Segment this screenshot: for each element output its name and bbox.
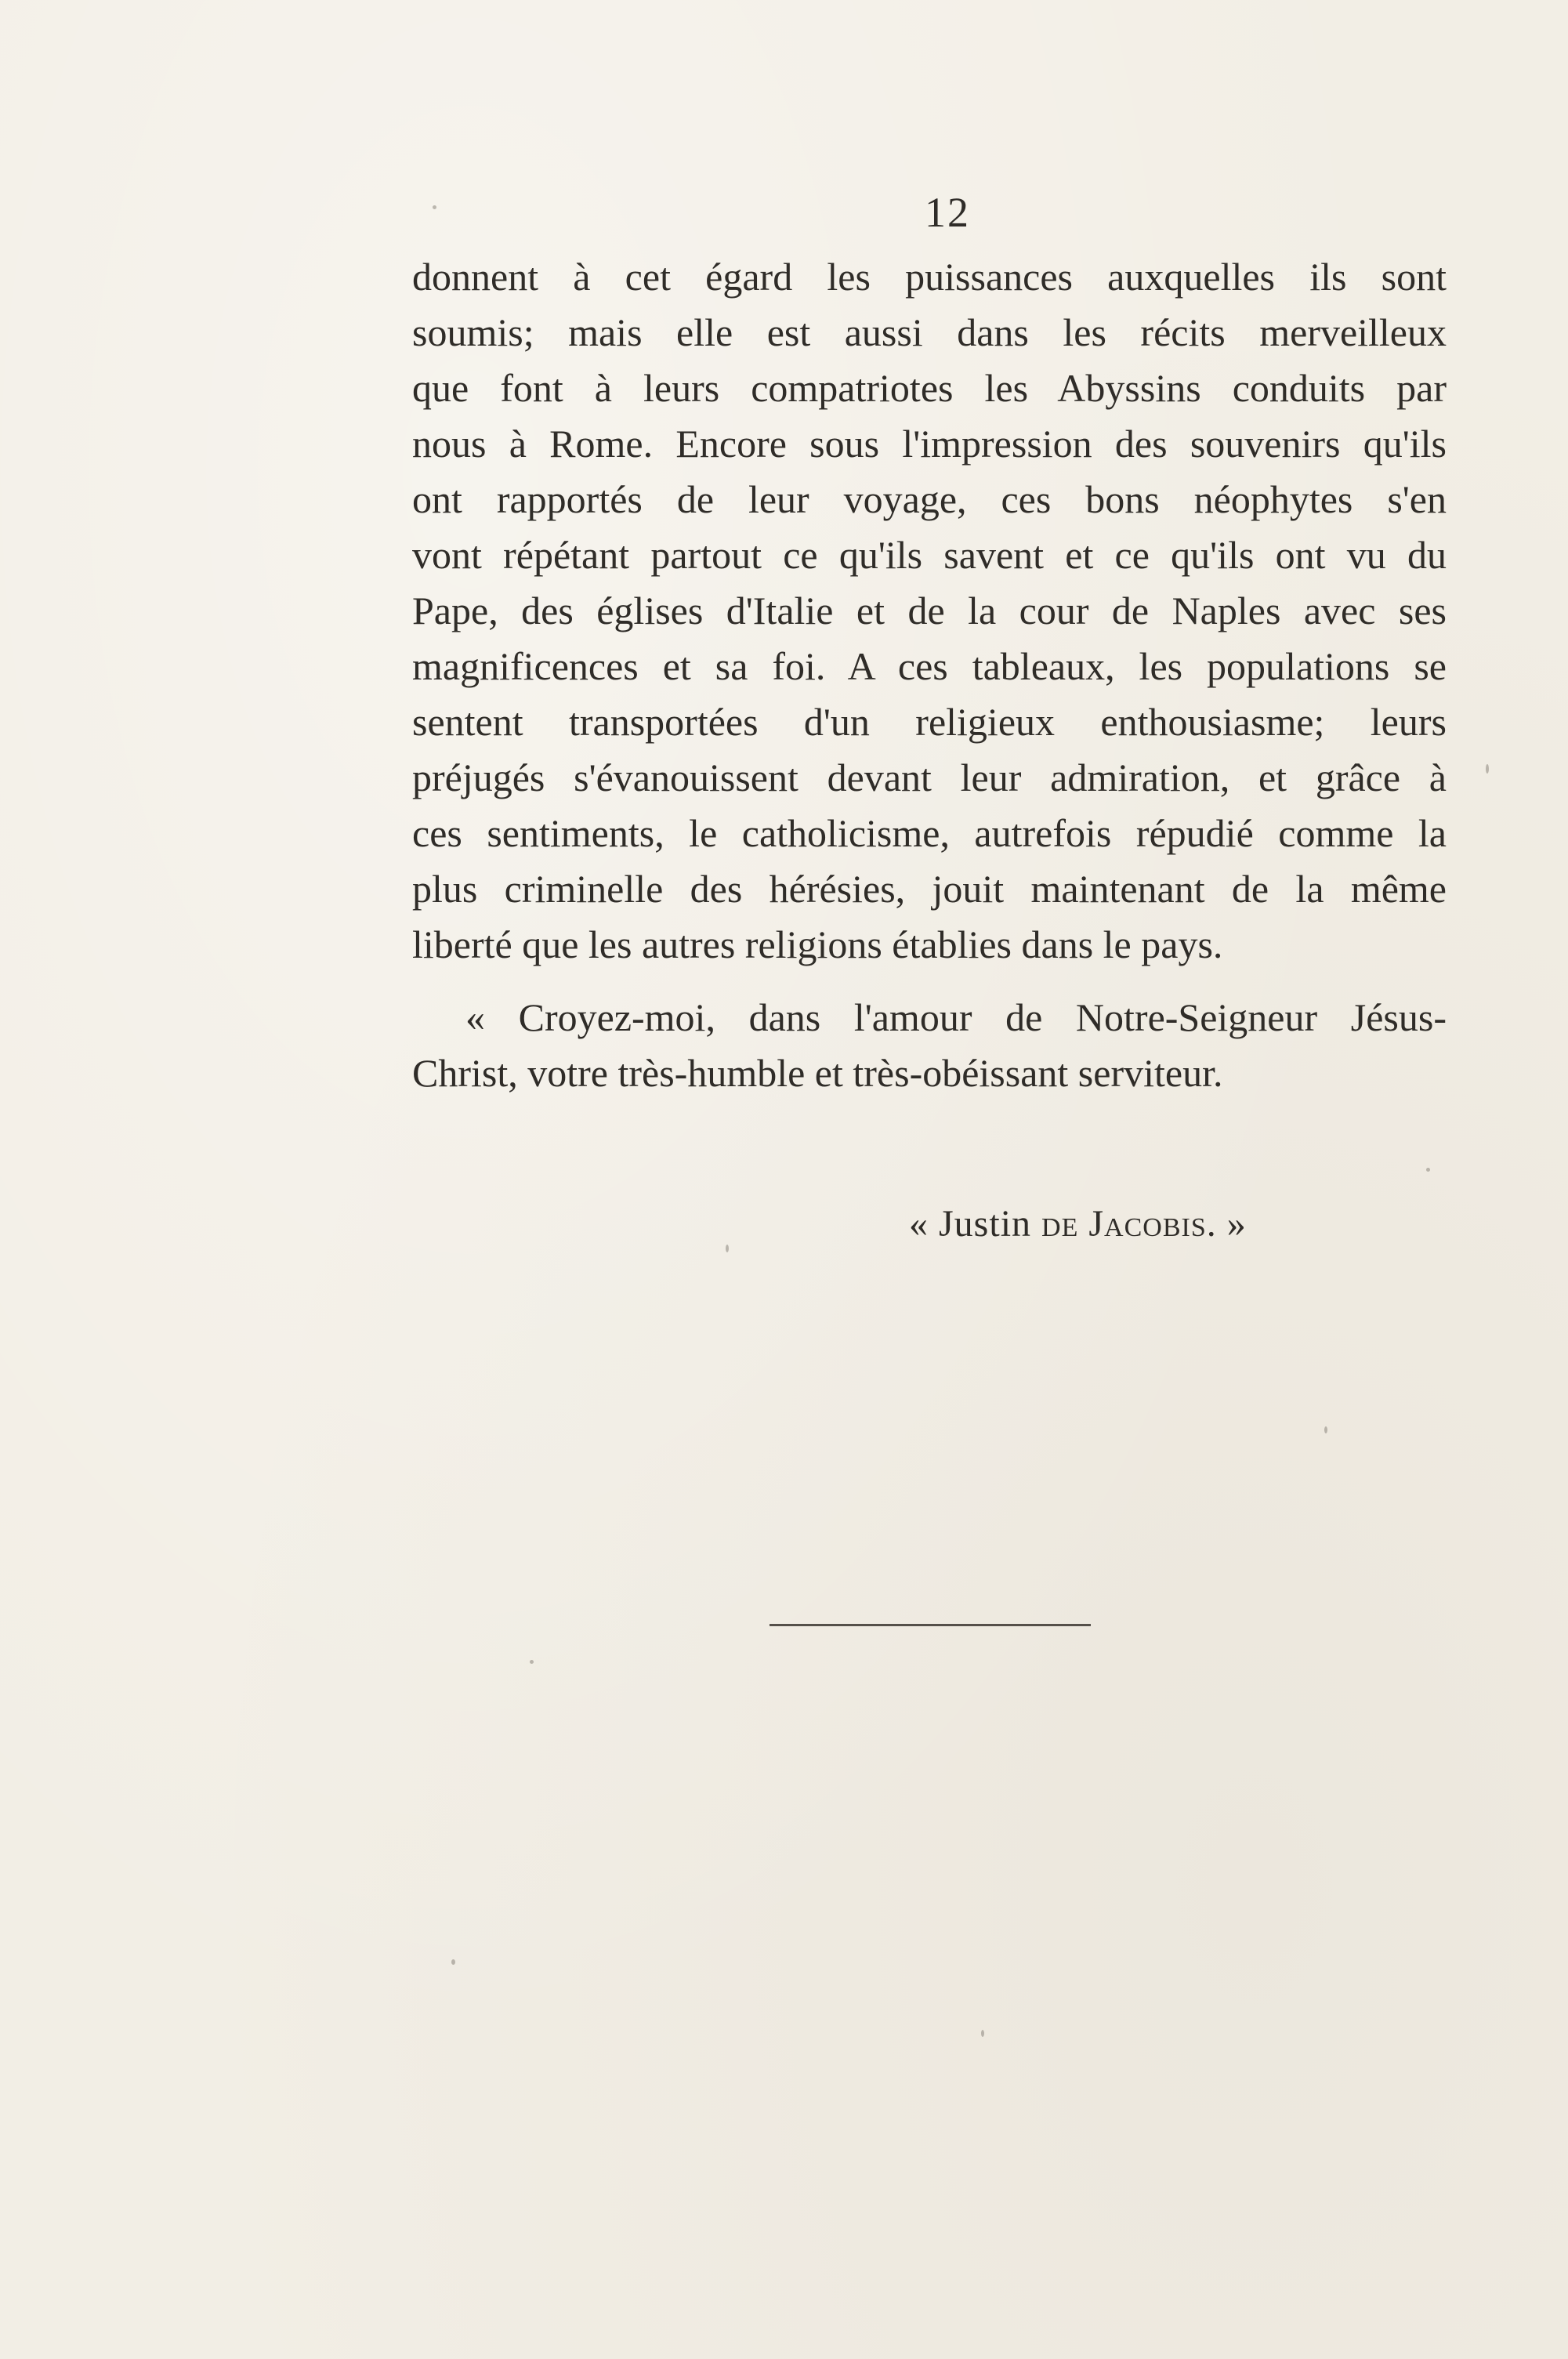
text-line: plus criminelle des hérésies, jouit maintenant de la même [412, 867, 1447, 911]
text-line-last: liberté que les autres religions établies dans le pays. [412, 922, 1223, 966]
signature-open: « Justin [909, 1203, 1032, 1245]
closing-line-last: Christ, votre très-humble et très-obéissant serviteur. [412, 1051, 1223, 1095]
paper-speck [981, 2030, 984, 2037]
closing-line: « Croyez-moi, dans l'amour de Notre-Seigneur Jésus- [465, 995, 1447, 1039]
text-line: ont rapportés de leur voyage, ces bons néophytes s'en [412, 477, 1447, 521]
paper-speck [1324, 1426, 1327, 1433]
text-line: magnificences et sa foi. A ces tableaux, les populations se [412, 644, 1447, 688]
text-line: donnent à cet égard les puissances auxquelles ils sont [412, 255, 1447, 299]
paper-speck [451, 1959, 455, 1965]
page-number: 12 [925, 189, 970, 236]
signature [909, 1202, 1247, 1245]
text-line: vont répétant partout ce qu'ils savent et ce qu'ils ont vu du [412, 533, 1447, 577]
paper-speck [1426, 1168, 1430, 1172]
text-line: que font à leurs compatriotes les Abyssins conduits par [412, 366, 1447, 410]
signature-close: » [1226, 1203, 1247, 1245]
paper-speck [1486, 764, 1489, 774]
body-text [412, 249, 1447, 1101]
text-line: soumis; mais elle est aussi dans les récits merveilleux [412, 310, 1447, 354]
text-line: préjugés s'évanouissent devant leur admiration, et grâce à [412, 756, 1447, 799]
text-line: nous à Rome. Encore sous l'impression des souvenirs qu'ils [412, 422, 1447, 466]
signature-particle: de [1041, 1203, 1079, 1245]
paper-speck [726, 1245, 729, 1252]
paragraph-gap [412, 973, 1447, 990]
end-rule [770, 1624, 1091, 1626]
paper-speck [433, 205, 436, 209]
text-line: sentent transportées d'un religieux enthousiasme; leurs [412, 700, 1447, 744]
signature-name: Jacobis. [1088, 1203, 1217, 1245]
text-line: ces sentiments, le catholicisme, autrefois répudié comme la [412, 811, 1447, 855]
paper-speck [530, 1660, 534, 1664]
text-line: Pape, des églises d'Italie et de la cour de Naples avec ses [412, 589, 1447, 632]
